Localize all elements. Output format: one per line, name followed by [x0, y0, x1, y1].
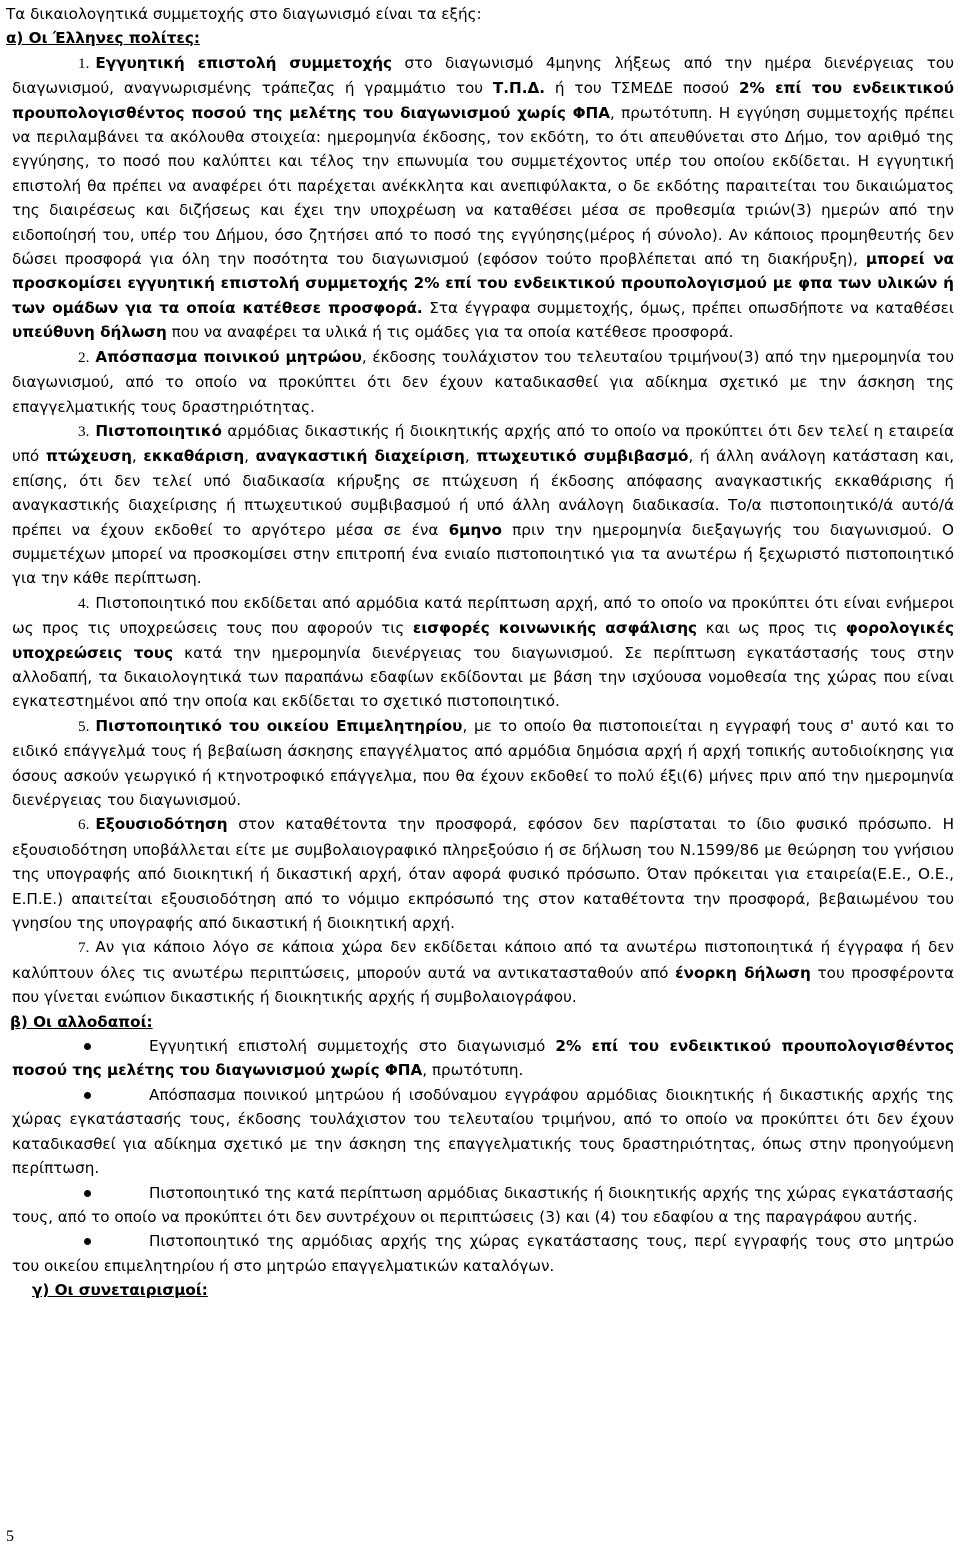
bold-text: Απόσπασμα ποινικού μητρώου [95, 347, 362, 366]
bullet-icon [84, 1190, 91, 1197]
text-run: αρμόδιας δικαστικής ή διοικητικής αρχής από το οποίο να προκύπτει ότι δεν τελεί η εταιρεία υπό [12, 421, 954, 466]
text-run: Αν για κάποιο λόγο σε κάποια χώρα δεν εκδίδεται κάποιο από τα ανωτέρω πιστοποιητικά ή έγγραφα ή δεν καλύπτουν όλες τις ανωτέρω περιπτώσεις, μπορούν αυτά να αντικατασταθούν από [12, 938, 954, 982]
bullet-item [6, 1083, 954, 1181]
text-run: , έκδοσης τουλάχιστον του τελευταίου τριμήνου(3) από την ημερομηνία του διαγωνισμού, από το οποίο να προκύπτει ότι δεν έχουν καταδικασθεί για αδίκημα σχετικό με την άσκηση της επαγγελματικής τους δραστηριότητας. [12, 347, 954, 416]
bold-text: Εξουσιοδότηση [95, 815, 228, 834]
text-run: Πιστοποιητικό που εκδίδεται από αρμόδια κατά περίπτωση αρχή, από το οποίο να προκύπτει ότι είναι ενήμεροι ως προς τις υποχρεώσεις τους που αφορούν τις [12, 593, 954, 638]
bold-text: 2% επί του ενδεικτικού προυπολογισθέντος ποσού της μελέτης του διαγωνισμού χωρίς ΦΠΑ [12, 79, 954, 122]
bullet-item [6, 1229, 954, 1278]
item-number: 7. [78, 939, 90, 957]
bold-text: εισφορές κοινωνικής ασφάλισης [412, 619, 698, 638]
text-run: στο διαγωνισμό 4μηνης λήξεως από την ημέρα διενέργειας του διαγωνισμού, αναγνωρισμένης τράπεζας ή γραμμάτιο του [12, 53, 954, 98]
bold-text: φορολογικές υποχρεώσεις τους [12, 619, 954, 662]
numbered-item [6, 714, 954, 813]
section-a-heading [6, 26, 954, 50]
section-b-heading [6, 1010, 954, 1034]
text-run: πριν την ημερομηνία διεξαγωγής του διαγωνισμού. Ο συμμετέχων μπορεί να προσκομίσει στην επιτροπή ένα ενιαίο πιστοποιητικό για τα ανωτέρω ή ξεχωριστό πιστοποιητικό για την κάθε περίπτωση. [12, 520, 954, 588]
bullet-icon [84, 1043, 91, 1050]
numbered-item [6, 935, 954, 1009]
text-run: , [244, 447, 256, 466]
text-run: που να αναφέρει τα υλικά ή τις ομάδες για τα οποία κατέθεσε προσφορά. [166, 323, 734, 342]
section-a-list [6, 51, 954, 1010]
item-number: 2. [78, 348, 90, 366]
bold-text: πτώχευση [45, 447, 132, 466]
item-number: 4. [78, 594, 90, 612]
bold-text: υπεύθυνη δήλωση [12, 323, 167, 342]
page-number: 5 [6, 1528, 14, 1545]
bold-text: μπορεί να προσκομίσει εγγυητική επιστολή συμμετοχής 2% επί του ενδεικτικού προυπολογισμού με φπα των υλικών ή των ομάδων για τα οποία κατέθεσε προσφορά. [12, 250, 954, 317]
bold-text: αναγκαστική διαχείριση [255, 447, 465, 466]
numbered-item [6, 812, 954, 935]
section-a-label: α) Οι Έλληνες πολίτες: [6, 29, 200, 48]
text-run: Πιστοποιητικό της κατά περίπτωση αρμόδιας δικαστικής ή διοικητικής αρχής της χώρας εγκατάστασής τους, από το οποίο να προκύπτει ότι δεν συντρέχουν οι περιπτώσεις (3) και (4) του εδαφίου α της παραγράφου αυτής. [12, 1183, 954, 1226]
text-run: και ως προς τις [697, 619, 846, 638]
bold-text: Πιστοποιητικό [95, 421, 222, 440]
bold-text: Πιστοποιητικό του οικείου Επιμελητηρίου [95, 716, 463, 735]
text-run: ή του ΤΣΜΕΔΕ ποσού [545, 79, 739, 98]
item-number: 3. [78, 422, 90, 440]
bold-text: εκκαθάριση [143, 447, 245, 466]
bullet-icon [84, 1092, 91, 1099]
text-run: Απόσπασμα ποινικού μητρώου ή ισοδύναμου εγγράφου αρμόδιας διοικητικής ή δικαστικής αρχής της χώρας εγκατάστασής τους, έκδοσης τουλάχιστον του τελευταίου τριμήνου, από το οποίο να προκύπτει ότι δεν έχουν καταδικασθεί για αδίκημα σχετικό με την άσκηση της επαγγελματικής τους δραστηριότητας, όπως στην προηγούμενη περίπτωση. [12, 1085, 954, 1178]
item-number: 6. [78, 816, 90, 834]
section-b-label: β) Οι αλλοδαποί: [10, 1012, 153, 1031]
text-run: Στα έγγραφα συμμετοχής, όμως, πρέπει οπωσδήποτε να καταθέσει [422, 298, 954, 317]
text-run: του προσφέροντα που γίνεται ενώπιον δικαστικής ή διοικητικής αρχής ή συμβολαιογράφου. [12, 963, 954, 1007]
section-b-list [6, 1034, 954, 1278]
text-run: , με το οποίο θα πιστοποιείται η εγγραφή τους σ' αυτό και το ειδικό επάγγελμά τους ή βεβαίωση άσκησης επαγγέλματος από αρμόδια δημόσια αρχή ή αρχή τοπικής αυτοδιοίκησης για όσους ασκούν γεωργικό ή κτηνοτροφικό επάγγελμα, που θα έχουν εκδοθεί το πολύ έξι(6) μήνες πριν από την ημερομηνία διενέργειας του διαγωνισμού. [12, 716, 954, 809]
numbered-item [6, 51, 954, 345]
section-c-label: γ) Οι συνεταιρισμοί: [32, 1281, 208, 1300]
text-run: , πρωτότυπη. Η εγγύηση συμμετοχής πρέπει να περιλαμβάνει τα ακόλουθα στοιχεία: ημερομηνία έκδοσης, τον εκδότη, το ότι απευθύνεται στο Δήμο, τον αριθμό της εγγύησης, το ποσό που καλύπτει και τέλος την επωνυμία του συμμετέχοντος υπέρ του οποίου εκδίδεται. Η εγγυητική επιστολή θα πρέπει να αναφέρει ότι παρέχεται ανέκκλητα και ανεπιφύλακτα, ο δε εκδότης παραιτείται του δικαιώματος της διαιρέσεως και διζήσεως και έχει την υποχρέωση να καταθέσει μέσα σε προθεσμία τριών(3) ημερών από την ειδοποίησή του, υπέρ του Δήμου, όσο ζητήσει από το ποσό της εγγύησης(μέρος ή σύνολο). Αν κάποιος προμηθευτής δεν δώσει προσφορά για όλη την ποσότητα του διαγωνισμού (εφόσον τούτο προβλέπεται από τη διακήρυξη), [12, 103, 954, 269]
bold-text: ένορκη δήλωση [675, 963, 811, 982]
text-run: , [131, 447, 144, 466]
text-run: , [464, 447, 477, 466]
intro-line: Τα δικαιολογητικά συμμετοχής στο διαγωνισμό είναι τα εξής: [6, 5, 482, 23]
bold-text: 2% επί του ενδεικτικού προυπολογισθέντος ποσού της μελέτης του διαγωνισμού χωρίς ΦΠΑ [12, 1037, 954, 1080]
bullet-item [6, 1034, 954, 1083]
numbered-item [6, 345, 954, 419]
numbered-item [6, 419, 954, 591]
bullet-icon [84, 1238, 91, 1245]
bullet-item [6, 1181, 954, 1230]
bold-text: Τ.Π.Δ. [492, 79, 546, 98]
section-c-heading [6, 1278, 954, 1302]
text-run: Εγγυητική επιστολή συμμετοχής στο διαγωνισμό [149, 1037, 556, 1056]
text-run: Πιστοποιητικό της αρμόδιας αρχής της χώρας εγκατάστασης τους, περί εγγραφής τους στο μητρώο του οικείου επιμελητηρίου ή στο μητρώο επαγγελματικών καταλόγων. [12, 1232, 954, 1275]
bold-text: 6μηνο [448, 520, 502, 539]
bold-text: πτωχευτικό συμβιβασμό [476, 447, 689, 466]
document-page [6, 2, 954, 1303]
text-run: κατά την ημερομηνία διενέργειας του διαγωνισμού. Σε περίπτωση εγκατάστασής τους στην αλλοδαπή, τα δικαιολογητικά των παραπάνω εδαφίων εκδίδονται με βάση την ισχύουσα νομοθεσία της χώρας που είναι εγκατεστημένοι από την οποία και εκδίδεται το σχετικό πιστοποιητικό. [12, 643, 954, 711]
text-run: , πρωτότυπη. [422, 1061, 524, 1080]
text-run: , ή άλλη ανάλογη κατάσταση και, επίσης, ότι δεν τελεί υπό διαδικασία κήρυξης σε πτώχευση ή έκδοσης απόφασης αναγκαστικής εκκαθάρισης ή αναγκαστικής διαχείρισης ή πτωχευτικού συμβιβασμού ή υπό άλλη ανάλογη διαδικασία. Το/α πιστοποιητικό/ά αυτό/ά πρέπει να έχουν εκδοθεί το αργότερο μέσα σε ένα [12, 447, 955, 539]
text-run: στον καταθέτοντα την προσφορά, εφόσον δεν παρίσταται το ίδιο φυσικό πρόσωπο. Η εξουσιοδότηση υποβάλλεται είτε με συμβολαιογραφικό πληρεξούσιο ή σε δήλωση του Ν.1599/86 με θεώρηση του γνήσιου της υπογραφής από διοικητική ή δικαστική αρχή, όταν αφορά φυσικό πρόσωπο. Όταν πρόκειται για εταιρεία(Ε.Ε., Ο.Ε., Ε.Π.Ε.) απαιτείται εξουσιοδότηση από το νόμιμο εκπρόσωπό της στον καταθέτοντα την προσφορά, βεβαιωμένου του γνησίου της υπογραφής από δικαστική ή διοικητική αρχή. [12, 815, 954, 933]
item-number: 1. [78, 54, 90, 72]
bold-text: Εγγυητική επιστολή συμμετοχής [95, 53, 393, 72]
item-number: 5. [78, 717, 90, 735]
numbered-item [6, 591, 954, 714]
